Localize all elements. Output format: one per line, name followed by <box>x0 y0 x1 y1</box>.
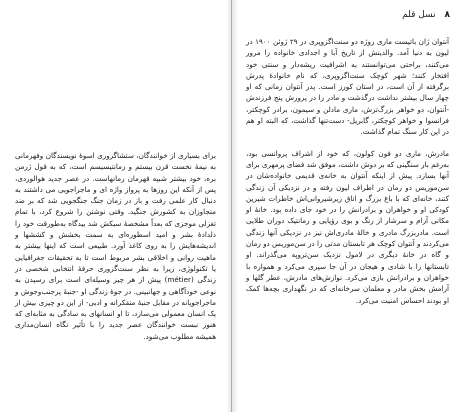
right-paragraph-2: مادرش، ماری دو فون کولون، که خود از اشراف پروانسی بود، به‌رغم بار سنگینی که بر دوش داشت، موفق شد فضای پرمهری برای آنها بسازد. پیش از اینکه آنتوان به خانه‌ی قدیمی خانواده‌شان در سن‌موریس دو رمان در اطراف لیون رفته و در نزدیکی آن زندگی کنند، خانه‌ای که با باغ بزرگ و اتاق زیرشیروانی‌اش خاطرات شیرین کودکی او و خواهران و برادرانش را در خود جای داده بود. خانهٔ او مکانی آرام و سرشار از رنگ و بوی رؤیایی و رمانتیک دوران طلایی است. مادربزرگ مادری و خالهٔ مادری‌اش نیز در نزدیکی آنها زندگی می‌کردند و آنتوان کوچک هر تابستان مدتی را در سن‌موریس دو رمان و گاه در خانهٔ دیگری در لامول نزدیک سن‌تروپه می‌گذراند. او تابستانها را با شادی و هیجان در آن جا سپری می‌کرد و همواره با خواهران و برادرانش بازی می‌کرد. نوازش‌های مادرش، عطر گلها و آرامش بخش مادر و معلمان سرخانه‌ای که در نگهداری بچه‌ها کمک او بودند احساس امنیت می‌کرد. <box>245 148 449 305</box>
right-page-body <box>246 36 449 306</box>
book-spine-shadow <box>226 0 238 412</box>
running-title: نسل قلم <box>402 10 436 20</box>
left-paragraph: برای بسیاری از خوانندگان، ستشاگزوری اسوهٔ نویسندگان وفهرمانی به نیمهٔ نخست قرن بیستم و رمانتیسیسم است، که به قول ژرمن بره، خود بیشتر شبیه قهرمان رمانهاست. در عصر جدید هوالوردی، پس از آنکه این روزها به پرواز واژه ای و ماجراجویی می داشتند به دنبال کار علمی رفت و باز در زمان جنگ جنگجویی شد که بر ضد متجاوزان به کشورش جنگید. وقتی نوشتن را شروع کرد، با تمام تغزلی موجزی که بعداً مشخصهٔ سبکش شد بیدگاه به‌طورقت خود را دلدادهٔ بشر و امید اسطوره‌ای به سمت بخشش و کششها و اندیشه‌هایش را به روی کاغذ آورد. طبیعی است که اینها بیشتر به ماهیت روانی و اخلاقی بشر مربوط است تا به تحقیقات جغرافیایی یا تکنولوژی، زیرا به نظر سنت‌گزوری حرفهٔ انتخابی شخصی در زندگی (métier) پیش از هر چیز وسیله‌ای است برای رسیدن به نوعی خودآگاهی و جهانبینی. در جوهٔ زندگی او -جنبهٔ پرجنب‌وجوش و ماجراجویانه در مقابل جنبهٔ متفکرانه و ادبی- از این دو چیزی بیش از یک انسان معمولی می‌سازد، تا او انسانهای به سادگی به مثابه‌ای که هنوز نبست خوانندگان عصر جدید را با تأثیر نگاه انسان‌مداری همیشه مطلوب می‌شود. <box>15 151 216 341</box>
left-page-body <box>15 150 216 342</box>
page-number: ۸ <box>444 10 450 20</box>
page-header <box>402 10 450 20</box>
right-paragraph-1: آنتوان ژان باتیست ماری روژه دو سنت‌اگزوپری در ۲۹ ژوئن ۱۹۰۰ در لیون به دنیا آمد. والدینش از تاریخ آبا و اجدادی خانواده را مرور می‌کنند، براحتی می‌توانستند به اشرافیت ریشه‌دار و سنتی خود افتخار کنند؛ شهر کوچک سنت‌اگزوپری، که نام خانوادهٔ پدرش برگرفته از آن است، در استان کورز است. پدر آنتوان زمانی که او چهار سال بیشتر نداشت درگذشت و مادر را در پرورش پنج فرزندش -آنتوان، دو خواهر بزرگ‌ترش، ماری مادلن و سیمون، برادر کوچکتر، فرانسوا و خواهر کوچکتر، گابریل- دست‌تنها گذاشت، که البته او هم در این کار سنگ تمام گذاشت. <box>246 37 449 137</box>
right-page <box>232 0 464 412</box>
